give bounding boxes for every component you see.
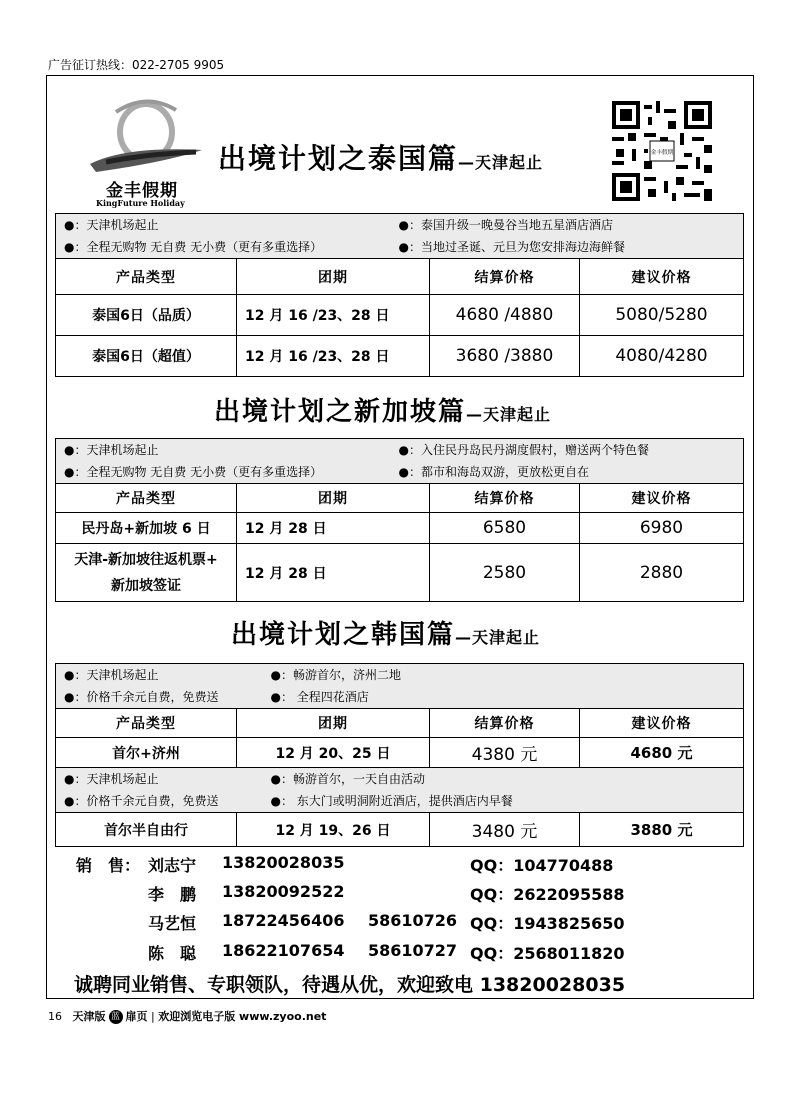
korea-title: 出境计划之韩国篇—天津起止 (231, 620, 541, 650)
edition-label: 天津版 (72, 1010, 106, 1023)
section-label: 扉页 (125, 1010, 148, 1023)
korea-info-1: ●：天津机场起止 ●：畅游首尔，济州二地 ●：价格千余元自费，免费送 ●： 全程四花酒店 (55, 663, 744, 708)
page-number: 16 (48, 1010, 62, 1023)
thailand-title: 出境计划之泰国篇—天津起止 (218, 142, 544, 175)
table-row: 首尔+济州 12 月 20、25 日 4380 元 4680 元 (56, 738, 744, 768)
recruit-banner: 诚聘同业销售、专职领队，待遇从优，欢迎致电 13820028035 (74, 974, 626, 996)
korea-price-table-2 (55, 812, 744, 847)
table-row: 民丹岛+新加坡 6 日 12 月 28 日 6580 6980 (56, 513, 744, 544)
brand-name: 金丰假期 (106, 181, 178, 201)
thailand-price-table: 产品类型 团期 结算价格 建议价格 泰国6日（品质） 12 月 16 /23、28 日 4680 /4880 5080/5280 泰国6日（超值） 12 月 16 /23、28 日 3680 /3880 4080/4280 (55, 258, 744, 377)
thailand-info: ●：天津机场起止 ●：泰国升级一晚曼谷当地五星酒店酒店 ●：全程无购物 无自费 无小费（更有多重选择） ●：当地过圣诞、元旦为您安排海边海鲜餐 (55, 213, 744, 258)
korea-info-2: ●：天津机场起止 ●：畅游首尔，一天自由活动 ●：价格千余元自费，免费送 ●： 东大门或明洞附近酒店，提供酒店内早餐 (55, 767, 744, 812)
brand-name-en: KingFuture Holiday (96, 198, 185, 208)
table-row: 泰国6日（品质） 12 月 16 /23、28 日 4680 /4880 5080/5280 (56, 295, 744, 336)
singapore-info: ●：天津机场起止 ●：入住民丹岛民丹湖度假村，赠送两个特色餐 ●：全程无购物 无自费 无小费（更有多重选择） ●：都市和海岛双游，更放松更自在 (55, 438, 744, 483)
qr-caption: 金丰假期 (650, 149, 674, 156)
table-row: 泰国6日（超值） 12 月 16 /23、28 日 3680 /3880 4080/4280 (56, 336, 744, 377)
korea-price-table-1: 产品类型 团期 结算价格 建议价格 首尔+济州 12 月 20、25 日 4380 元 4680 元 (55, 708, 744, 768)
ad-hotline: 广告征订热线：022-2705 9905 (48, 58, 225, 72)
sales-label: 销 售： (76, 856, 141, 875)
singapore-title: 出境计划之新加坡篇—天津起止 (214, 397, 552, 427)
table-row: 天津-新加坡往返机票+ 新加坡签证 12 月 28 日 2580 2880 (56, 544, 744, 602)
footer-separator: | (151, 1010, 155, 1023)
table-row: 首尔半自由行 12 月 19、26 日 3480 元 3880 元 (56, 813, 744, 847)
footer-link[interactable]: 欢迎浏览电子版 www.zyoo.net (158, 1010, 327, 1023)
edition-badge-icon: 蓝 (109, 1010, 123, 1024)
page-footer (48, 1008, 326, 1024)
singapore-price-table: 产品类型 团期 结算价格 建议价格 民丹岛+新加坡 6 日 12 月 28 日 6580 6980 天津-新加坡往返机票+ 新加坡签证 12 月 28 日 2580 2880 (55, 483, 744, 602)
qr-code-icon[interactable] (612, 101, 712, 201)
